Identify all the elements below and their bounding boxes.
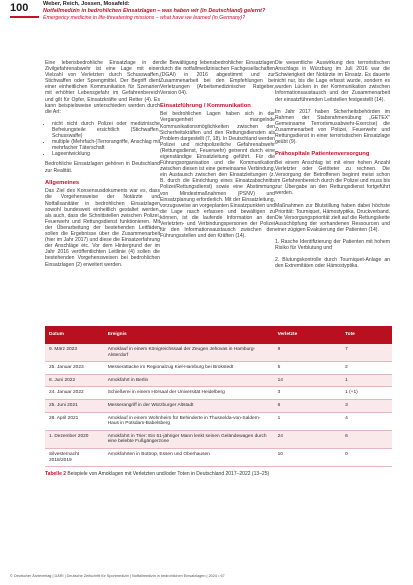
col2-body: Bei bedrohlichen Lagen haben sich in der Vergangenheit mangelnde Kommunikationsmöglichkeiten zwischen den Sicherheitskräften und den Rettungsdiensten als Problem dargestellt (7, 18). In Deutschland werden Polizei und nichtpolizeiliche Gefahrenabwehr (Rettungsdienst, Feuerwehr) getrennt durch eine eigenständige Einsatzleitung geführt. Für die Führungsorganisation und die Kommunikation zwischen diesen ist eine gemeinsame Verbindung, ein Austausch zwischen den Einsatzleitungen (z. B. durch die Einrichtung eines Einsatzabschnitts Polizei/Rettungsdienst) sowie eine Abstimmung von Mindestmaßnahmen (PSNV) und Einsatzplanung erforderlich. Mit der Einsatzleitung, vorzugsweise an vorgeplanten Einsatzpunkten und die Lage rasch erfassen und bewältigen zu können, ist die laufende Information an den Verletzten- und Verbindungspersonen der Polizei für den Informationsaustausch zwischen den Führungsstellen und den Kräften (14). bbox=[160, 111, 275, 240]
page-number: 100 bbox=[10, 2, 29, 14]
cell-date: 25. Juni 2021 bbox=[45, 399, 104, 412]
col2-intro: die Bewältigung lebensbedrohlicher Einsatzlagen durch die notfallmedizinischen Fachgesellschaften (DGAI) in 2016 abgestimmt und zur Zusammenarbeit bei den Empfehlungen bei Verletzungen (Arbeitsmedizinischer Ratgeber, Version 04). bbox=[160, 60, 275, 97]
page-footer: © Deutscher Ärzteverlag | DÄRI | Deutsche Zeitschrift für Sportmedizin | Notfallmedizin in bedrohlichen Einsatzlagen | 2024 • 67 bbox=[10, 574, 225, 578]
col1-bullet: • nicht nicht durch Polizei oder medizinische Befreiungsteile ersichtlich (Stichwaffen, Schusswaffe) bbox=[52, 121, 160, 139]
table-header-row bbox=[45, 326, 392, 344]
cell-event: Amoklauf in einem Königreichssaal der Zeugen Jehovas in Hamburg-Alsterdorf bbox=[104, 344, 274, 362]
section-heading-allgemeines: Allgemeines bbox=[45, 179, 80, 186]
cell-dead: 6 bbox=[341, 430, 392, 448]
table-row bbox=[45, 344, 392, 362]
incidents-table-wrap bbox=[45, 326, 392, 477]
header-authors: Weber, Reich, Jossen, Mosafeld: bbox=[43, 1, 130, 7]
table-row bbox=[45, 387, 392, 400]
col3-numbered-item: 1. Rasche Identifizierung der Patienten mit hohem Risiko für Verblutung und bbox=[275, 239, 390, 252]
table-row bbox=[45, 412, 392, 430]
cell-injured: 24 bbox=[274, 430, 341, 448]
table-row bbox=[45, 399, 392, 412]
cell-injured: 10 bbox=[274, 448, 341, 466]
col3-numbered-item: 2. Blutungskontrolle durch Tourniquet-Anlage an den Extremitäten oder Hämostyptika. bbox=[275, 257, 390, 270]
column-2 bbox=[160, 60, 275, 245]
column-header-event: Ereignis bbox=[104, 326, 274, 344]
cell-injured: 5 bbox=[274, 362, 341, 375]
col3-intro-2: Im Jahr 2017 haben Sicherheitsbehörden im Rahmen der Stabsrahmenübung „GETEX" Gemeinsame Terrorismusabwehr-Exercise) die Zusammenarbeit von Polizei, Feuerwehr und Rettungsdienst in einer terroristischen Einsatzlage geübt (9). bbox=[275, 108, 390, 146]
table-row bbox=[45, 448, 392, 466]
column-header-dead: Tote bbox=[341, 326, 392, 344]
cell-injured: 3 bbox=[274, 387, 341, 400]
cell-event: Amokfahrten in Bottrop, Essen und Oberhausen bbox=[104, 448, 274, 466]
table-row bbox=[45, 374, 392, 387]
cell-date: 8. Juni 2022 bbox=[45, 374, 104, 387]
column-header-date: Datum bbox=[45, 326, 104, 344]
section-heading-einsatzfuehrung: Einsatzführung / Kommunikation bbox=[160, 102, 251, 109]
table-row bbox=[45, 430, 392, 448]
cell-event: Messerangriff in der Würzburger Altstadt bbox=[104, 399, 274, 412]
cell-dead: 3 bbox=[341, 399, 392, 412]
cell-injured: 1 bbox=[274, 412, 341, 430]
cell-injured: 9 bbox=[274, 344, 341, 362]
cell-date: 28. April 2021 bbox=[45, 412, 104, 430]
cell-dead: 0 bbox=[341, 448, 392, 466]
col1-after-bullets: Bedrohliche Einsatzlagen gehören in Deutschland zur Realität. bbox=[45, 161, 160, 174]
incidents-table bbox=[45, 326, 392, 467]
cell-date: Silvesternacht 2018/2019 bbox=[45, 448, 104, 466]
cell-dead: 1 bbox=[341, 374, 392, 387]
col1-intro: Eine lebensbedrohliche Einsatzlage in der Zivilgefahrenabwehr ist eine Lage mit einer Vielzahl von Verletzten durch Schusswaffen, Stichwaffen oder Sprengmittel. Der Begriff dient einer einheitlichen Kommunikation für Szenarien mit erhöhter Lebensgefahr im Gefahrenbereich und gilt für Opfer, Einsatzkräfte und Retter (4). Es kann beispielsweise unterschieden werden durch die Art: bbox=[45, 60, 160, 115]
table-caption bbox=[45, 471, 392, 477]
header-rule bbox=[10, 16, 39, 18]
col1-bullet: • Lageentwicklung bbox=[52, 151, 160, 157]
header-title: Notfallmedizin in bedrohlichen Einsatzlagen – was haben wir (in Deutschland) gelernt? bbox=[43, 8, 266, 14]
column-1 bbox=[45, 60, 160, 274]
col3-intro: Die wesentliche Auswirkung des terroristischen Anschlags in Würzburg im Juli 2016 war die Schwierigkeit der Notärzte im Einsatz. Es dauerte nicht nur, bis die Lage erfasst wurde, sondern es wurden Lücken in der Kommunikation zwischen Informationsaustausch und der Zusammenarbeit der einsatzführenden Leitstellen festgestellt (14). bbox=[275, 60, 390, 103]
cell-dead: 4 bbox=[341, 412, 392, 430]
cell-injured: 14 bbox=[274, 374, 341, 387]
col1-bullet-list bbox=[45, 121, 160, 158]
table-caption-text: Beispiele von Amoklagen mit Verletzten und/oder Toten in Deutschland 2017–2022 (13–25) bbox=[67, 471, 270, 478]
column-header-injured: Verletzte bbox=[274, 326, 341, 344]
header-subtitle: Emergency medicine in life-threatening missions – what have we learned (in Germany)? bbox=[43, 15, 246, 21]
cell-event: Schießerei in einem Hörsaal der Universität Heidelberg bbox=[104, 387, 274, 400]
cell-event: Amoklauf in einem Wohnheim für Behinderte in Thusnelda-von-Saldern-Haus in Potsdam-Babelsberg bbox=[104, 412, 274, 430]
col3-body-2: Maßnahmen zur Blutstillung haben dabei höchste Priorität: Tourniquet, Hämostyptika, Druckverband. Die Versorgungspriorität zielt auf die Rettungskette Ausschöpfung der vorhandenen Ressourcen und einer zügigen Evakuierung der Patienten (14). bbox=[275, 202, 390, 233]
table-caption-label: Tabelle 2 bbox=[45, 471, 67, 478]
col1-body: Das Ziel des Konsensusdokuments war es, dass die Vorgehensweise der Notärzte und Notfallsanitäter in bedrohlichen Einsatzlagen sowohl bundesweit einheitlich gestaltet werden, als auch, dass die Schnittstellen zwischen Polizei, Feuerwehr und Rettungsdienst funktionieren. Mit der Überarbeitung der bestehenden Leitfäden sollen die Ergebnisse über die Zusammenarbeit (hier im Jahr 2017) und diese die Einsatzerfahrung der Anschläge etc. Vor dem Hintergrund der im Jahr 2016 veröffentlichten Leitlinie (4) sollen die bestehenden Vorgehensweisen bei bedrohlichen Einsatzlagen (2) erweitert werden. bbox=[45, 188, 160, 268]
cell-date: 9. März 2023 bbox=[45, 344, 104, 362]
cell-date: 1. Dezember 2020 bbox=[45, 430, 104, 448]
section-heading-patientenversorgung: Prähospitale Patientenversorgung bbox=[275, 151, 370, 158]
cell-event: Amokfahrt in Berlin bbox=[104, 374, 274, 387]
cell-date: 25. Januar 2023 bbox=[45, 362, 104, 375]
cell-injured: 6 bbox=[274, 399, 341, 412]
cell-dead: 7 bbox=[341, 344, 392, 362]
cell-event: Messerattacke im Regionalzug Kiel-Hamburg bei Brokstedt bbox=[104, 362, 274, 375]
col3-body: Bei einem Anschlag ist mit einer hohen Anzahl Verletzter oder Getöteter zu rechnen. Die Versorgung der Betroffenen beginnt meist schon im Gefahrenbereich durch die Polizei und muss bis zur Übergabe an den Rettungsdienst fortgeführt werden. bbox=[275, 160, 390, 197]
cell-dead: 2 bbox=[341, 362, 392, 375]
cell-dead: 1 (+1) bbox=[341, 387, 392, 400]
cell-date: 24. Januar 2022 bbox=[45, 387, 104, 400]
table-row bbox=[45, 362, 392, 375]
col1-bullet: • multiple (Mehrfach-)Terrorangriffe, Anschlag mit mehrfacher Täterschaft bbox=[52, 139, 160, 151]
cell-event: Amokfahrt in Trier: Ein 51-jähriger Mann lenkt seinen Geländewagen durch eine belebte Fußgängerzone bbox=[104, 430, 274, 448]
column-3 bbox=[275, 60, 390, 275]
